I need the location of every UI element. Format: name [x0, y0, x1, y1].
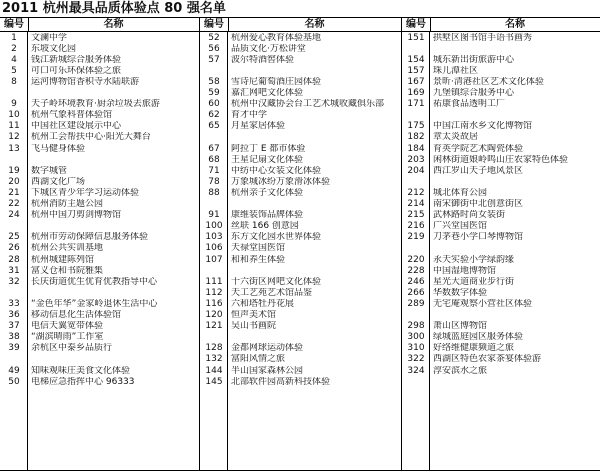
entry-number: 106 [205, 243, 223, 254]
table-row [0, 188, 199, 199]
entry-number: 31 [8, 265, 20, 276]
table-row [402, 155, 600, 166]
entry-name: 波尔特酒窖体验 [231, 54, 295, 65]
entry-name: 育英学院艺术陶瓷体验 [433, 143, 524, 154]
table-row [0, 55, 199, 66]
entry-name: 东坡文化园 [31, 43, 77, 54]
entry-name: 珠儿潭社区 [433, 65, 479, 76]
entry-name: 景昕·清港社区艺术文化体验 [433, 76, 544, 87]
entry-number: 167 [407, 76, 425, 87]
table-row [0, 377, 199, 388]
column-rows [0, 32, 199, 470]
table-row [200, 88, 401, 99]
entry-number: 21 [8, 187, 20, 198]
table-row [402, 266, 600, 277]
entry-number: 112 [205, 287, 223, 298]
entry-number: 36 [8, 310, 20, 320]
entry-number: 38 [8, 332, 20, 343]
entry-number: 204 [407, 165, 425, 176]
entry-name: 无宅庵观察小营社区体验 [433, 298, 533, 309]
table-row [200, 232, 401, 243]
entry-number: 13 [8, 143, 20, 154]
entry-name: 十六街区网吧文化体验 [231, 276, 322, 287]
entry-number: 132 [205, 354, 223, 365]
entry-name: 运河博物馆香积寺水陆联游 [31, 76, 140, 87]
entry-name: 王星记扇文化体验 [231, 154, 304, 165]
entry-name: 飞马健身体验 [31, 143, 86, 154]
entry-name: 南宋御街中北创意街区 [433, 199, 524, 209]
table-row [402, 55, 600, 66]
table-row [0, 99, 199, 110]
table-row [200, 321, 401, 332]
column-rows [402, 32, 600, 470]
entry-number: 10 [8, 110, 20, 121]
table-row [200, 221, 401, 232]
entry-number: 28 [8, 254, 20, 265]
entry-number: 24 [8, 210, 20, 221]
entry-name: 星光大道商业步行街 [433, 276, 515, 287]
table-row [0, 266, 199, 277]
table-row [0, 321, 199, 332]
entry-number: 71 [208, 165, 220, 176]
entry-name: 拱墅区图书馆手语书画秀 [433, 32, 533, 43]
entry-name: 移动信息化生活体验馆 [31, 310, 122, 320]
entry-number: 310 [407, 343, 425, 354]
table-row [200, 44, 401, 55]
entry-name: 杭州消防主题公园 [31, 199, 104, 209]
table-row [0, 166, 199, 177]
entry-name: 杭州城建陈列馆 [31, 254, 95, 265]
table-row [402, 288, 600, 299]
entry-number: 20 [8, 176, 20, 187]
header-number: 编号 [402, 18, 431, 31]
table-row [200, 255, 401, 266]
entry-number: 11 [8, 121, 20, 132]
entry-number: 59 [208, 88, 220, 98]
header-name: 名称 [103, 19, 124, 30]
entry-name: 章太炎故居 [433, 132, 479, 143]
entry-number: 219 [407, 232, 425, 243]
table-row [200, 343, 401, 354]
entry-name: 月星家居体验 [231, 121, 286, 132]
entry-name: 九堡镇综合服务中心 [433, 88, 515, 98]
entry-name: 中纺中心女装文化体验 [231, 165, 322, 176]
table-row [402, 166, 600, 177]
header-name: 名称 [505, 19, 525, 30]
entry-name: 杭州亲子文化体验 [231, 187, 304, 198]
entry-number: 88 [208, 187, 220, 198]
entry-name: 中国社区建设展示中心 [31, 121, 122, 132]
table-row [200, 77, 401, 88]
entry-name: 杭州爱心教育体验基地 [231, 32, 322, 43]
table-row [0, 144, 199, 155]
entry-number: 25 [8, 232, 20, 243]
entry-name: 知味观味庄美食文化体验 [31, 365, 131, 376]
entry-name: 北部软件园高新科技体验 [231, 376, 331, 387]
header-number: 编号 [0, 18, 29, 31]
table-row [200, 354, 401, 365]
entry-number: 184 [407, 143, 425, 154]
entry-name: 城北体育公园 [433, 187, 488, 198]
table-row [0, 66, 199, 77]
entry-number: 151 [407, 32, 425, 43]
table-row [200, 277, 401, 288]
table-row [0, 310, 199, 321]
table-row [0, 33, 199, 44]
entry-name: 杭州公共实训基地 [31, 243, 104, 254]
table-row [200, 366, 401, 377]
entry-number: 100 [205, 221, 223, 232]
table-row [200, 121, 401, 132]
table-row [200, 188, 401, 199]
entry-name: 和和养生体验 [231, 254, 286, 265]
entry-number: 154 [407, 54, 425, 65]
entry-name: 万象城冰纷万象滑冰体验 [231, 176, 331, 187]
entry-number: 60 [208, 99, 220, 110]
entry-name: 好络维健康频道之旅 [433, 343, 515, 354]
entry-number: 78 [208, 176, 220, 187]
table-row [0, 243, 199, 254]
entry-number: 32 [8, 276, 20, 287]
entry-name: 天禄堂国医馆 [231, 243, 286, 254]
entry-number: 182 [407, 132, 425, 143]
entry-name: 武林路时尚女装街 [433, 210, 506, 221]
entry-name: 六和塔牡丹花展 [231, 298, 295, 309]
entry-number: 56 [208, 43, 220, 54]
entry-number: 39 [8, 343, 20, 354]
entry-name: 富阳风情之旅 [231, 354, 286, 365]
entry-name: 恒声美术馆 [231, 310, 277, 320]
entry-name: 金都网球运动体验 [231, 343, 304, 354]
table-row [0, 110, 199, 121]
entry-number: 67 [208, 143, 220, 154]
entry-number: 128 [205, 343, 223, 354]
entry-name: “湖滨晴雨”工作室 [31, 332, 104, 343]
entry-name: 余杭区中泰乡品质行 [31, 343, 113, 354]
table-row [402, 354, 600, 365]
table-row [402, 332, 600, 343]
table-row [0, 277, 199, 288]
entry-name: 祐康食品透明工厂 [433, 99, 506, 110]
table-column-3 [402, 18, 600, 470]
column-header [200, 18, 401, 32]
entry-number: 116 [205, 298, 223, 309]
document-title: 2011 杭州最具品质体验点 80 强名单 [2, 1, 226, 16]
entry-number: 9 [11, 99, 17, 110]
entry-number: 62 [208, 110, 220, 121]
entry-name: 数字城管 [31, 165, 68, 176]
entry-name: 电梯应急指挥中心 96333 [31, 376, 135, 387]
table-row [0, 299, 199, 310]
entry-number: 65 [208, 121, 220, 132]
column-header [0, 18, 199, 32]
table-row [0, 121, 199, 132]
table-row [402, 77, 600, 88]
entry-name: 天工艺苑艺术馆品鉴 [231, 287, 313, 298]
entry-number: 1 [11, 32, 17, 43]
table-row [402, 321, 600, 332]
entry-name: 中国湿地博物馆 [433, 265, 497, 276]
table-row [200, 166, 401, 177]
entry-number: 144 [205, 365, 223, 376]
table-row [402, 221, 600, 232]
table-row [402, 277, 600, 288]
entry-number: 246 [407, 276, 425, 287]
entry-name: 闲林街道娘岭鸣山庄农家特色体验 [433, 154, 569, 165]
entry-name: 吴山书画院 [231, 321, 277, 332]
table-row [200, 55, 401, 66]
entry-number: 50 [8, 376, 20, 387]
table-row [200, 288, 401, 299]
entry-name: 长庆街道优生优育优教指导中心 [31, 276, 158, 287]
entry-name: 淳安滨水之旅 [433, 365, 488, 376]
table-row [200, 210, 401, 221]
entry-name: 天子岭环境教育·厨余垃圾去旅游 [31, 99, 160, 110]
entry-number: 203 [407, 154, 425, 165]
entry-number: 91 [208, 210, 220, 221]
entry-name: 杭州中国刀剪剑博物馆 [31, 210, 122, 221]
table-row [0, 132, 199, 143]
table-row [402, 188, 600, 199]
table-row [200, 99, 401, 110]
table-row [0, 332, 199, 343]
entry-name: 绿城蓝庭园区服务体验 [433, 332, 524, 343]
entry-number: 5 [11, 65, 17, 76]
entry-name: 富义仓和书院雅集 [31, 265, 104, 276]
table-row [0, 366, 199, 377]
table-row [200, 243, 401, 254]
column-rows [200, 32, 401, 470]
entry-name: 钱江新城综合服务体验 [31, 54, 122, 65]
entry-number: 8 [11, 76, 17, 87]
table-row [0, 232, 199, 243]
entry-name: 东方文化园水世界体验 [231, 232, 322, 243]
table-row [402, 366, 600, 377]
entry-name: 丝联 166 创意园 [231, 221, 299, 232]
entry-name: 育才中学 [231, 110, 268, 121]
entry-number: 289 [407, 298, 425, 309]
entry-number: 49 [8, 365, 20, 376]
entry-name: 中国江南水乡文化博物馆 [433, 121, 533, 132]
entry-name: 杭州中汉藏协会台工艺术城收藏俱乐部 [231, 99, 385, 110]
entry-number: 22 [8, 199, 20, 209]
table-row [402, 232, 600, 243]
entry-name: 杭州气象科普体验馆 [31, 110, 113, 121]
table-row [200, 299, 401, 310]
ranking-table [0, 17, 600, 471]
table-row [402, 33, 600, 44]
entry-name: 永天实验小学绿韵缘 [433, 254, 515, 265]
table-column-2 [200, 18, 402, 470]
entry-name: 城东新出街旅游中心 [433, 54, 515, 65]
header-name: 名称 [304, 19, 325, 30]
column-header [402, 18, 600, 32]
table-column-1 [0, 18, 200, 470]
table-row [402, 343, 600, 354]
table-row [200, 177, 401, 188]
table-row [0, 177, 199, 188]
table-row [200, 377, 401, 388]
entry-number: 298 [407, 321, 425, 332]
entry-number: 300 [407, 332, 425, 343]
entry-number: 52 [208, 32, 220, 43]
entry-number: 120 [205, 310, 223, 320]
entry-number: 322 [407, 354, 425, 365]
table-row [402, 132, 600, 143]
entry-number: 145 [205, 376, 223, 387]
entry-number: 107 [205, 254, 223, 265]
entry-name: 下城区青少年学习运动体验 [31, 187, 140, 198]
entry-number: 26 [8, 243, 20, 254]
entry-name: 半山国家森林公园 [231, 365, 304, 376]
entry-number: 4 [11, 54, 17, 65]
entry-name: 雪诗尼葡萄酒庄园体验 [231, 76, 322, 87]
table-row [402, 210, 600, 221]
table-row [0, 343, 199, 354]
entry-number: 2 [11, 43, 17, 54]
entry-name: 可口可乐环保体验之旅 [31, 65, 122, 76]
table-row [402, 99, 600, 110]
entry-number: 12 [8, 132, 20, 143]
table-row [200, 310, 401, 321]
entry-name: 文澜中学 [31, 32, 68, 43]
entry-number: 157 [407, 65, 425, 76]
entry-name: 品质文化·万松讲堂 [231, 43, 306, 54]
entry-number: 228 [407, 265, 425, 276]
table-row [200, 155, 401, 166]
entry-name: 杭州工会帮扶中心·阳光大舞台 [31, 132, 151, 143]
entry-number: 111 [205, 276, 223, 287]
entry-number: 37 [8, 321, 20, 332]
table-row [402, 88, 600, 99]
table-row [200, 33, 401, 44]
entry-number: 214 [407, 199, 425, 209]
table-row [0, 255, 199, 266]
table-row [0, 77, 199, 88]
entry-name: 华数数字体验 [433, 287, 488, 298]
table-row [402, 255, 600, 266]
table-row [402, 299, 600, 310]
table-row [200, 144, 401, 155]
table-row [402, 144, 600, 155]
table-row [402, 121, 600, 132]
table-row [200, 110, 401, 121]
entry-number: 220 [407, 254, 425, 265]
entry-number: 121 [205, 321, 223, 332]
entry-number: 33 [8, 298, 20, 309]
table-row [0, 44, 199, 55]
entry-number: 324 [407, 365, 425, 376]
entry-number: 57 [208, 54, 220, 65]
entry-name: 西湖文化广场 [31, 176, 86, 187]
entry-number: 58 [208, 76, 220, 87]
entry-number: 171 [407, 99, 425, 110]
entry-name: 阿拉丁 E 都市体验 [231, 143, 306, 154]
entry-number: 68 [208, 154, 220, 165]
entry-number: 212 [407, 187, 425, 198]
entry-number: 103 [205, 232, 223, 243]
entry-number: 215 [407, 210, 425, 221]
entry-number: 266 [407, 287, 425, 298]
entry-number: 19 [8, 165, 20, 176]
entry-number: 216 [407, 221, 425, 232]
table-row [0, 199, 199, 210]
table-row [0, 210, 199, 221]
header-number: 编号 [200, 18, 229, 31]
table-row [402, 66, 600, 77]
entry-name: “金色年华”金家岭退休生活中心 [31, 298, 158, 309]
entry-name: 广兴堂国医馆 [433, 221, 488, 232]
entry-number: 169 [407, 88, 425, 98]
entry-name: 电信天翼宽带体验 [31, 321, 104, 332]
entry-name: 萧山区博物馆 [433, 321, 488, 332]
entry-number: 175 [407, 121, 425, 132]
entry-name: 西江罗山天子地风景区 [433, 165, 524, 176]
entry-name: 刀茅巷小学口琴博物馆 [433, 232, 524, 243]
entry-name: 西湖区特色农家茶宴体验游 [433, 354, 542, 365]
entry-name: 康维装饰品牌体验 [231, 210, 304, 221]
table-row [402, 199, 600, 210]
entry-name: 杭州市劳动保障信息服务体验 [31, 232, 149, 243]
entry-name: 嘉汇网吧文化体验 [231, 88, 304, 98]
